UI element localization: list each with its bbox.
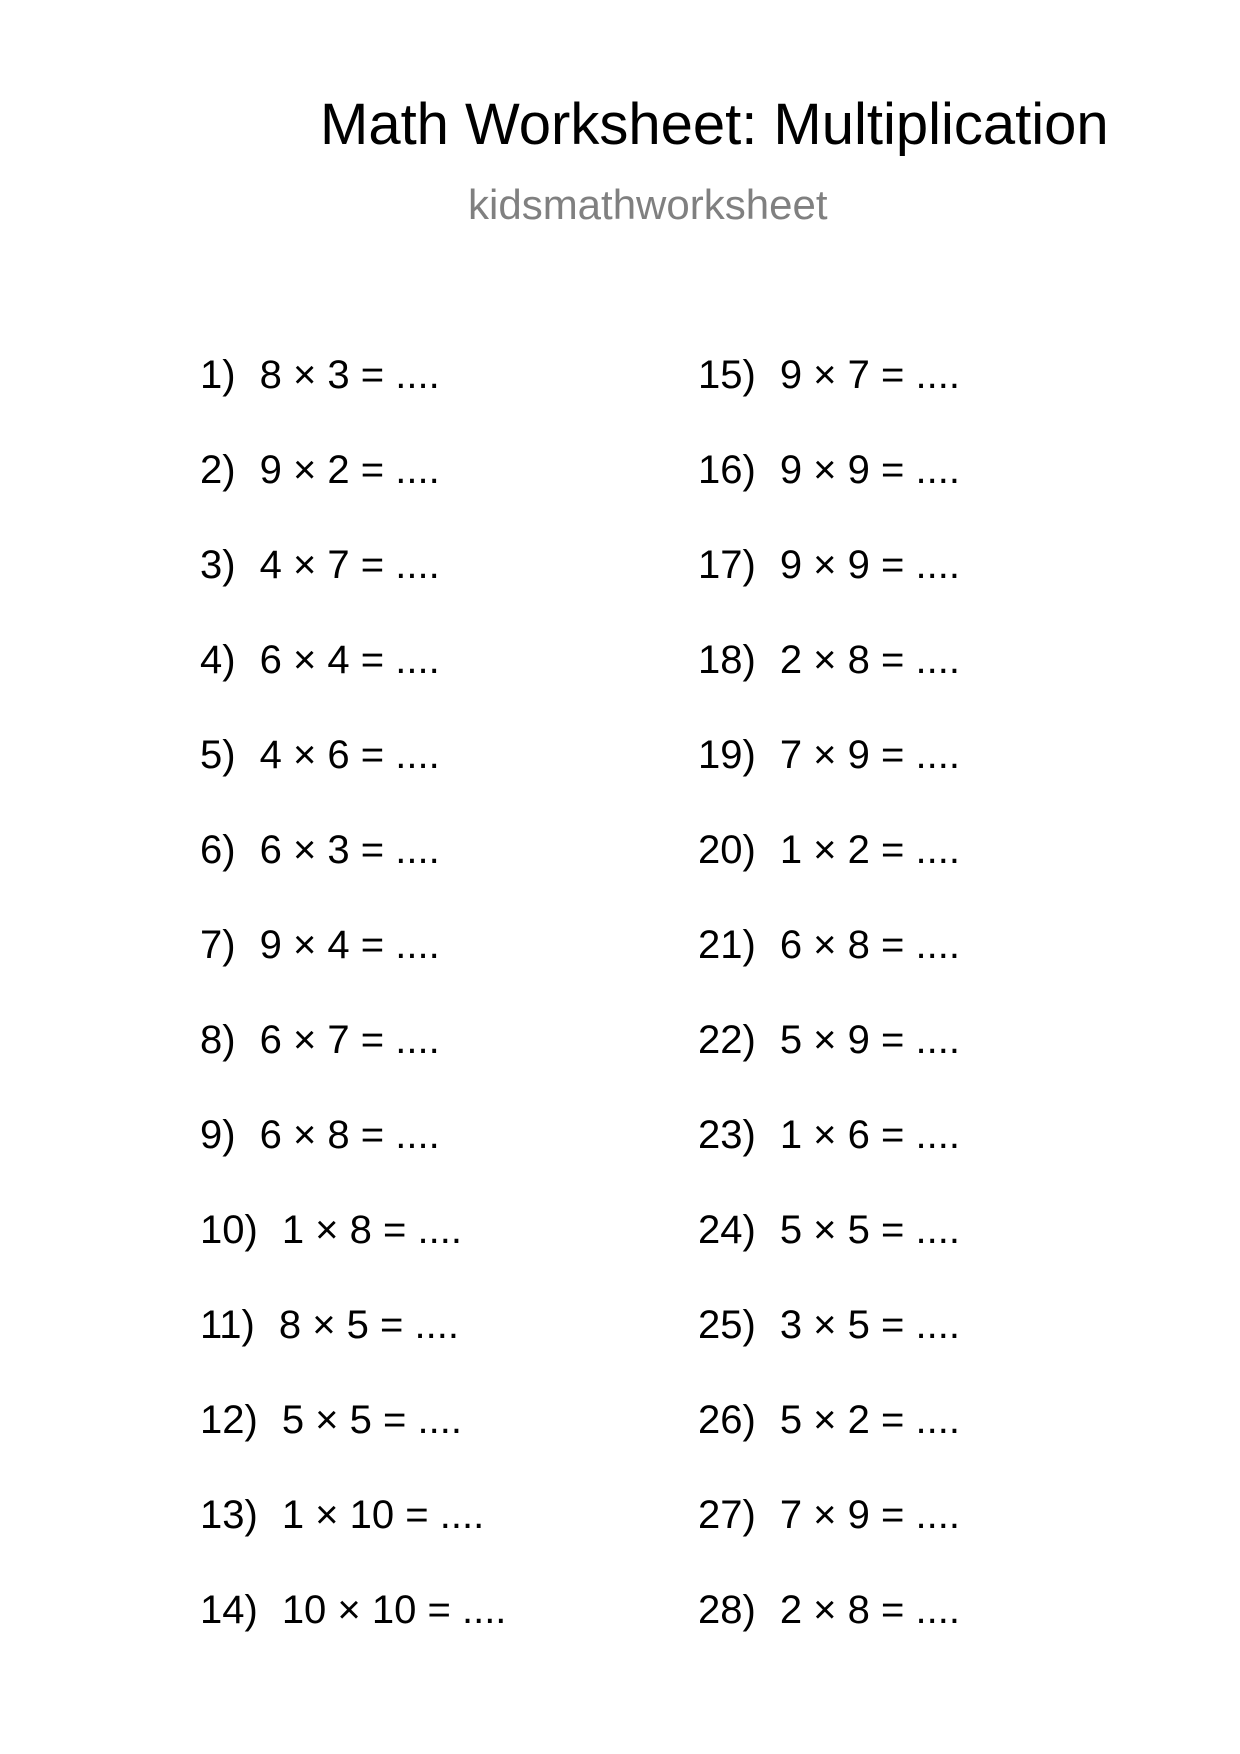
problem-expression: 10 × 10 = .... [281, 1588, 507, 1632]
problem-expression: 5 × 9 = .... [779, 1018, 960, 1062]
problem-13 [200, 1492, 506, 1587]
problem-expression: 6 × 4 = .... [259, 638, 440, 682]
problem-number: 4) [200, 638, 236, 682]
problem-expression: 9 × 4 = .... [259, 923, 440, 967]
problem-number: 21) [698, 923, 756, 967]
problem-expression: 9 × 9 = .... [779, 448, 960, 492]
problem-4 [200, 637, 506, 732]
problem-expression: 6 × 3 = .... [259, 828, 440, 872]
problem-number: 15) [698, 353, 756, 397]
problem-expression: 8 × 5 = .... [278, 1303, 459, 1347]
problem-number: 3) [200, 543, 236, 587]
problem-8 [200, 1017, 506, 1112]
problem-expression: 1 × 8 = .... [281, 1208, 462, 1252]
problem-number: 23) [698, 1113, 756, 1157]
problem-expression: 7 × 9 = .... [779, 733, 960, 777]
problem-12 [200, 1397, 506, 1492]
problems-column-right [698, 352, 960, 1682]
problem-14 [200, 1587, 506, 1682]
problem-6 [200, 827, 506, 922]
problem-18 [698, 637, 960, 732]
problem-number: 27) [698, 1493, 756, 1537]
problem-number: 26) [698, 1398, 756, 1442]
problem-number: 16) [698, 448, 756, 492]
problem-expression: 4 × 7 = .... [259, 543, 440, 587]
problem-expression: 6 × 8 = .... [779, 923, 960, 967]
problem-number: 12) [200, 1398, 258, 1442]
problem-number: 24) [698, 1208, 756, 1252]
problem-expression: 6 × 7 = .... [259, 1018, 440, 1062]
problem-number: 19) [698, 733, 756, 777]
problem-2 [200, 447, 506, 542]
problem-expression: 9 × 9 = .... [779, 543, 960, 587]
problem-expression: 9 × 7 = .... [779, 353, 960, 397]
problem-expression: 2 × 8 = .... [779, 638, 960, 682]
problem-expression: 3 × 5 = .... [779, 1303, 960, 1347]
problem-expression: 1 × 6 = .... [779, 1113, 960, 1157]
problem-number: 22) [698, 1018, 756, 1062]
problems-column-left [200, 352, 506, 1682]
problem-expression: 8 × 3 = .... [259, 353, 440, 397]
problem-number: 20) [698, 828, 756, 872]
problem-number: 13) [200, 1493, 258, 1537]
problem-23 [698, 1112, 960, 1207]
problem-20 [698, 827, 960, 922]
problem-number: 11) [200, 1303, 255, 1347]
problem-27 [698, 1492, 960, 1587]
problem-expression: 9 × 2 = .... [259, 448, 440, 492]
problem-22 [698, 1017, 960, 1112]
problem-3 [200, 542, 506, 637]
problem-number: 6) [200, 828, 236, 872]
problem-17 [698, 542, 960, 637]
problem-28 [698, 1587, 960, 1682]
problem-16 [698, 447, 960, 542]
problem-expression: 5 × 5 = .... [779, 1208, 960, 1252]
problem-5 [200, 732, 506, 827]
problem-expression: 6 × 8 = .... [259, 1113, 440, 1157]
problem-number: 18) [698, 638, 756, 682]
problem-number: 7) [200, 923, 236, 967]
problem-expression: 1 × 2 = .... [779, 828, 960, 872]
problem-26 [698, 1397, 960, 1492]
problem-1 [200, 352, 506, 447]
problem-number: 9) [200, 1113, 236, 1157]
problem-7 [200, 922, 506, 1017]
problem-expression: 1 × 10 = .... [281, 1493, 485, 1537]
problem-21 [698, 922, 960, 1017]
problem-expression: 4 × 6 = .... [259, 733, 440, 777]
problem-expression: 5 × 2 = .... [779, 1398, 960, 1442]
problem-expression: 2 × 8 = .... [779, 1588, 960, 1632]
page-title: Math Worksheet: Multiplication [320, 92, 1109, 157]
problem-expression: 7 × 9 = .... [779, 1493, 960, 1537]
problem-expression: 5 × 5 = .... [281, 1398, 462, 1442]
problem-number: 28) [698, 1588, 756, 1632]
problem-11 [200, 1302, 506, 1397]
page-subtitle: kidsmathworksheet [468, 181, 828, 228]
problem-24 [698, 1207, 960, 1302]
problem-number: 10) [200, 1208, 258, 1252]
problem-25 [698, 1302, 960, 1397]
problem-number: 17) [698, 543, 756, 587]
problem-number: 25) [698, 1303, 756, 1347]
problem-number: 1) [200, 353, 236, 397]
problem-10 [200, 1207, 506, 1302]
problem-9 [200, 1112, 506, 1207]
problem-19 [698, 732, 960, 827]
problem-15 [698, 352, 960, 447]
problem-number: 5) [200, 733, 236, 777]
problem-number: 8) [200, 1018, 236, 1062]
problem-number: 14) [200, 1588, 258, 1632]
problem-number: 2) [200, 448, 236, 492]
